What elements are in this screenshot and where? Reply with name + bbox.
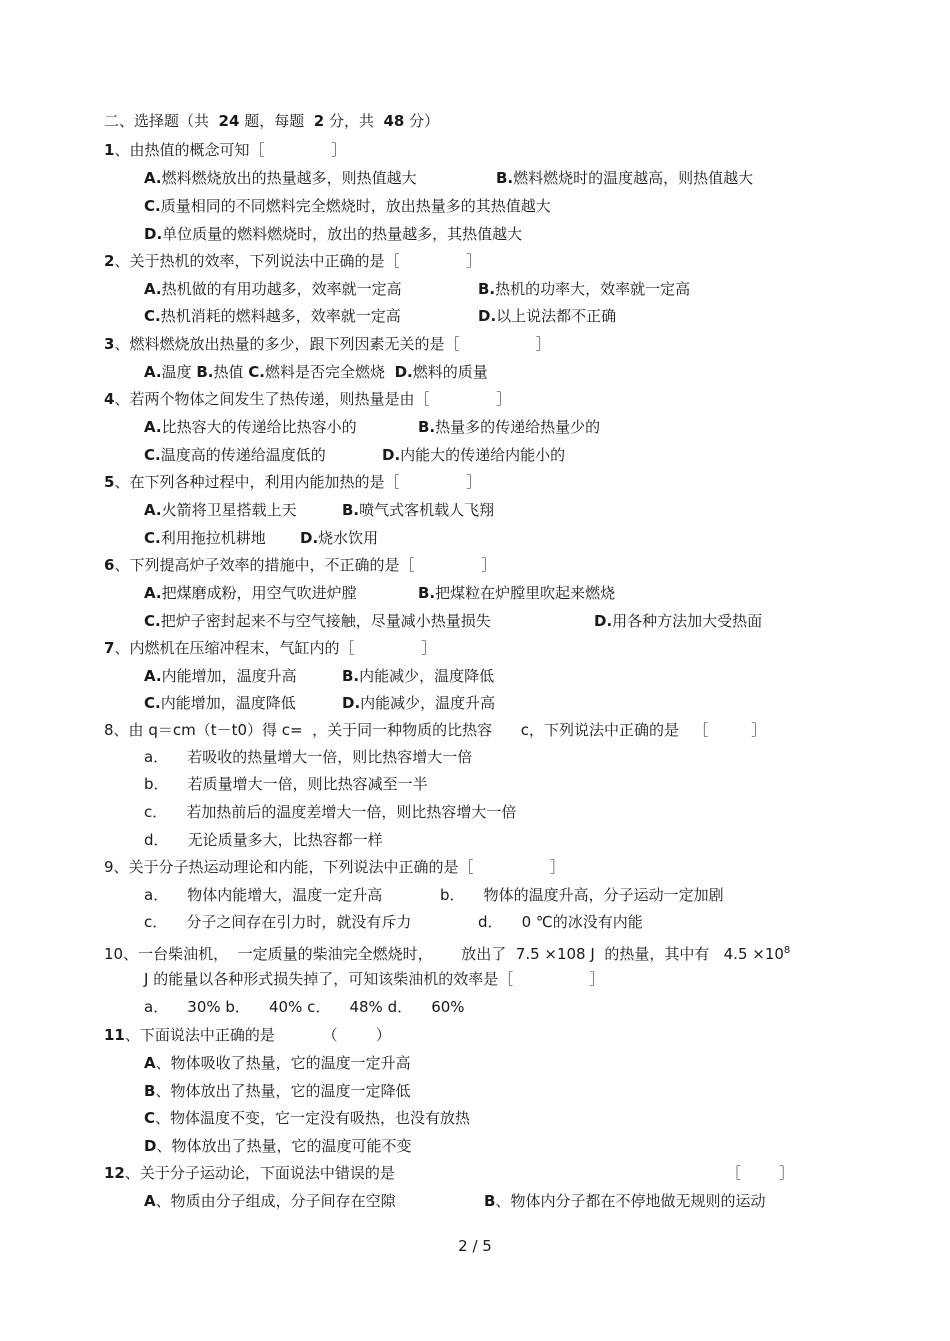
q2-option-d: D.以上说法都不正确 xyxy=(478,307,617,325)
q8-option-b: b． 若质量增大一倍，则比热容减至一半 xyxy=(144,775,428,793)
q9-option-a: a． 物体内能增大，温度一定升高 xyxy=(144,886,383,904)
q2-option-a: A.热机做的有用功越多，效率就一定高 xyxy=(144,280,402,298)
q4-option-b: B.热量多的传递给热量少的 xyxy=(418,418,601,436)
question-4: 4、若两个物体之间发生了热传递，则热量是由［ ］ xyxy=(104,390,512,408)
q5-option-b: B.喷气式客机载人飞翔 xyxy=(342,501,495,519)
question-8: 8、由 q＝cm（t－t0）得 c= ，关于同一种物质的比热容 c，下列说法中正确的是 ［ ］ xyxy=(104,721,767,739)
question-12: 12、关于分子运动论，下面说法中错误的是 xyxy=(104,1164,395,1182)
q9-option-d: d． 0 ℃的冰没有内能 xyxy=(478,913,643,931)
q5-option-c: C.利用拖拉机耕地 xyxy=(144,529,266,547)
q7-option-c: C.内能增加，温度降低 xyxy=(144,694,296,712)
question-1: 1、由热值的概念可知［ ］ xyxy=(104,141,347,159)
q8-option-c: c． 若加热前后的温度差增大一倍，则比热容增大一倍 xyxy=(144,803,517,821)
q7-option-b: B.内能减少，温度降低 xyxy=(342,667,495,685)
q4-option-a: A.比热容大的传递给比热容小的 xyxy=(144,418,357,436)
q7-option-d: D.内能减少，温度升高 xyxy=(342,694,496,712)
q3-options: A.温度 B.热值 C.燃料是否完全燃烧 D.燃料的质量 xyxy=(144,363,488,381)
q1-option-d: D.单位质量的燃料燃烧时，放出的热量越多，其热值越大 xyxy=(144,225,523,243)
q11-option-b: B、物体放出了热量，它的温度一定降低 xyxy=(144,1082,411,1100)
q4-option-d: D.内能大的传递给内能小的 xyxy=(382,446,566,464)
q1-option-b: B.燃料燃烧时的温度越高，则热值越大 xyxy=(496,169,754,187)
question-10: 10、一台柴油机， 一定质量的柴油完全燃烧时， 放出了 7.5 ×108 J 的热量，其中有 $4.5 \times 10^8$ xyxy=(104,945,791,963)
section-heading: 二、选择题（共 24 题，每题 2 分，共 48 分） xyxy=(104,112,440,130)
q6-option-a: A.把煤磨成粉，用空气吹进炉膛 xyxy=(144,584,357,602)
question-2: 2、关于热机的效率，下列说法中正确的是［ ］ xyxy=(104,252,482,270)
q12-answer-bracket: ［ ］ xyxy=(726,1164,795,1182)
q9-option-b: b． 物体的温度升高，分子运动一定加剧 xyxy=(440,886,724,904)
q8-option-a: a． 若吸收的热量增大一倍，则比热容增大一倍 xyxy=(144,748,473,766)
question-11: 11、下面说法中正确的是 （ ） xyxy=(104,1026,391,1044)
q5-option-a: A.火箭将卫星搭载上天 xyxy=(144,501,297,519)
q11-option-c: C、物体温度不变，它一定没有吸热，也没有放热 xyxy=(144,1109,471,1127)
q7-option-a: A.内能增加，温度升高 xyxy=(144,667,297,685)
q6-option-d: D.用各种方法加大受热面 xyxy=(594,612,763,630)
exponent: 8 xyxy=(783,945,791,956)
q8-option-d: d． 无论质量多大，比热容都一样 xyxy=(144,831,383,849)
question-3: 3、燃料燃烧放出热量的多少，跟下列因素无关的是［ ］ xyxy=(104,335,551,353)
question-6: 6、下列提高炉子效率的措施中，不正确的是［ ］ xyxy=(104,556,497,574)
q4-option-c: C.温度高的传递给温度低的 xyxy=(144,446,326,464)
page-number: 2 / 5 xyxy=(458,1237,492,1255)
question-9: 9、关于分子热运动理论和内能，下列说法中正确的是［ ］ xyxy=(104,858,565,876)
q6-option-b: B.把煤粒在炉膛里吹起来燃烧 xyxy=(418,584,616,602)
q9-option-c: c． 分子之间存在引力时，就没有斥力 xyxy=(144,913,412,931)
q5-option-d: D.烧水饮用 xyxy=(300,529,379,547)
q12-option-a: A、物质由分子组成，分子间存在空隙 xyxy=(144,1192,396,1210)
q2-option-c: C.热机消耗的燃料越多，效率就一定高 xyxy=(144,307,401,325)
q2-option-b: B.热机的功率大，效率就一定高 xyxy=(478,280,691,298)
q10-options: a． 30% b． 40% c． 48% d． 60% xyxy=(144,998,465,1016)
question-5: 5、在下列各种过程中，利用内能加热的是［ ］ xyxy=(104,473,482,491)
q11-option-a: A、物体吸收了热量，它的温度一定升高 xyxy=(144,1054,411,1072)
question-7: 7、内燃机在压缩冲程末，气缸内的［ ］ xyxy=(104,639,437,657)
q6-option-c: C.把炉子密封起来不与空气接触，尽量减小热量损失 xyxy=(144,612,491,630)
q1-option-c: C.质量相同的不同燃料完全燃烧时，放出热量多的其热值越大 xyxy=(144,197,551,215)
question-10-continued: J 的能量以各种形式损失掉了，可知该柴油机的效率是［ ］ xyxy=(144,970,605,988)
q1-option-a: A.燃料燃烧放出的热量越多，则热值越大 xyxy=(144,169,417,187)
q12-option-b: B、物体内分子都在不停地做无规则的运动 xyxy=(484,1192,766,1210)
q11-option-d: D、物体放出了热量，它的温度可能不变 xyxy=(144,1137,412,1155)
